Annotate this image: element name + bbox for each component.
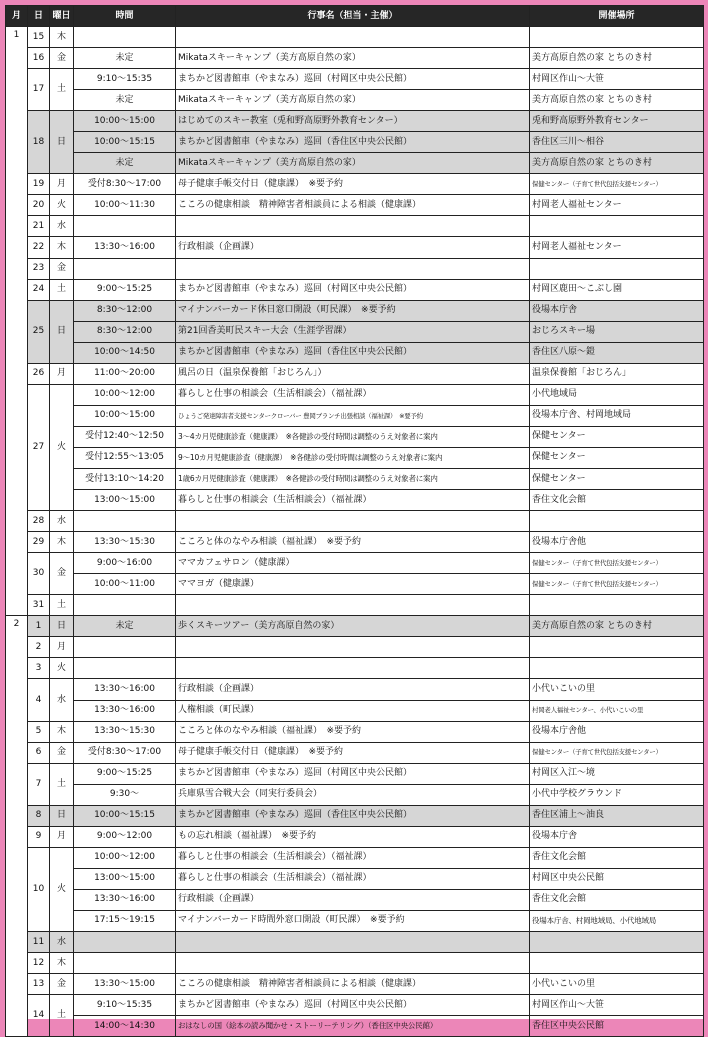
event-cell: はじめてのスキー教室（兎和野高原野外教育センター）: [176, 111, 530, 132]
time-cell: 14:00～14:30: [74, 1016, 176, 1037]
event-cell: ひょうご発達障害者支援センタークローバー 豊岡ブランチ出張相談（福祉課） ※要予約: [176, 405, 530, 426]
time-cell: 未定: [74, 153, 176, 174]
event-cell: こころと体のなやみ相談（福祉課） ※要予約: [176, 721, 530, 742]
month-cell: 1: [6, 27, 28, 616]
day-cell: 21: [28, 216, 50, 237]
weekday-cell: 日: [50, 616, 74, 637]
weekday-cell: 月: [50, 637, 74, 658]
time-cell: 9:00～15:25: [74, 763, 176, 784]
venue-cell: 村岡区中央公民館: [530, 868, 704, 889]
time-cell: [74, 953, 176, 974]
time-cell: 10:00～14:50: [74, 342, 176, 363]
time-cell: 10:00～12:00: [74, 384, 176, 405]
table-row: [6, 405, 704, 426]
venue-cell: 美方高原自然の家 とちのき村: [530, 90, 704, 111]
day-cell: 31: [28, 595, 50, 616]
event-cell: [176, 658, 530, 679]
weekday-cell: 日: [50, 111, 74, 174]
event-cell: 行政相談（企画課）: [176, 237, 530, 258]
event-cell: [176, 637, 530, 658]
venue-cell: 小代中学校グラウンド: [530, 784, 704, 805]
venue-cell: 小代いこいの里: [530, 679, 704, 700]
event-cell: Mikataスキーキャンプ（美方高原自然の家）: [176, 48, 530, 69]
table-row: [6, 932, 704, 953]
day-cell: 29: [28, 532, 50, 553]
event-cell: [176, 216, 530, 237]
time-cell: 11:00～20:00: [74, 363, 176, 384]
time-cell: 13:30～15:30: [74, 532, 176, 553]
table-row: [6, 995, 704, 1016]
venue-cell: 兎和野高原野外教育センター: [530, 111, 704, 132]
weekday-cell: 金: [50, 258, 74, 279]
table-row: [6, 90, 704, 111]
table-row: [6, 742, 704, 763]
venue-cell: 役場本庁舎、村岡地域局、小代地域局: [530, 910, 704, 931]
time-cell: 17:15～19:15: [74, 910, 176, 931]
table-row: [6, 279, 704, 300]
venue-cell: 保健センター（子育て世代包括支援センター）: [530, 574, 704, 595]
venue-cell: [530, 932, 704, 953]
venue-cell: 役場本庁舎、村岡地域局: [530, 405, 704, 426]
event-cell: [176, 932, 530, 953]
table-row: [6, 616, 704, 637]
time-cell: 13:30～16:00: [74, 237, 176, 258]
table-row: [6, 826, 704, 847]
day-cell: 8: [28, 805, 50, 826]
table-row: [6, 216, 704, 237]
event-cell: 風呂の日（温泉保養館「おじろん」）: [176, 363, 530, 384]
header-month: 月: [6, 6, 28, 27]
time-cell: 9:00～12:00: [74, 826, 176, 847]
time-cell: 受付12:40～12:50: [74, 426, 176, 447]
event-schedule-table: [5, 5, 704, 1037]
venue-cell: 保健センター: [530, 447, 704, 468]
table-row: [6, 69, 704, 90]
time-cell: [74, 258, 176, 279]
table-row: [6, 300, 704, 321]
time-cell: 10:00～15:15: [74, 132, 176, 153]
venue-cell: 役場本庁舎他: [530, 721, 704, 742]
venue-cell: おじろスキー場: [530, 321, 704, 342]
event-cell: 暮らしと仕事の相談会（生活相談会）（福祉課）: [176, 847, 530, 868]
table-row: [6, 342, 704, 363]
day-cell: 4: [28, 679, 50, 721]
venue-cell: 役場本庁舎他: [530, 532, 704, 553]
weekday-cell: 木: [50, 721, 74, 742]
day-cell: 13: [28, 974, 50, 995]
venue-cell: 香住区中央公民館: [530, 1016, 704, 1037]
weekday-cell: 木: [50, 953, 74, 974]
venue-cell: [530, 595, 704, 616]
day-cell: 5: [28, 721, 50, 742]
table-row: [6, 974, 704, 995]
weekday-cell: 水: [50, 216, 74, 237]
schedule-body: [6, 27, 704, 1037]
table-row: [6, 595, 704, 616]
weekday-cell: 日: [50, 805, 74, 826]
event-cell: マイナンバーカード時間外窓口開設（町民課） ※要予約: [176, 910, 530, 931]
table-row: [6, 679, 704, 700]
time-cell: 受付13:10～14:20: [74, 468, 176, 489]
header-day: 日: [28, 6, 50, 27]
event-cell: 第21回香美町民スキー大会（生涯学習課）: [176, 321, 530, 342]
event-cell: まちかど図書館車（やまなみ）巡回（香住区中央公民館）: [176, 342, 530, 363]
venue-cell: 香住文化会館: [530, 889, 704, 910]
table-row: [6, 574, 704, 595]
weekday-cell: 日: [50, 300, 74, 363]
event-cell: 行政相談（企画課）: [176, 679, 530, 700]
time-cell: 13:30～16:00: [74, 679, 176, 700]
weekday-cell: 水: [50, 932, 74, 953]
time-cell: 13:00～15:00: [74, 490, 176, 511]
table-row: [6, 910, 704, 931]
venue-cell: 役場本庁舎: [530, 300, 704, 321]
event-cell: [176, 258, 530, 279]
time-cell: [74, 595, 176, 616]
weekday-cell: 木: [50, 27, 74, 48]
venue-cell: 村岡老人福祉センター、小代いこいの里: [530, 700, 704, 721]
day-cell: 20: [28, 195, 50, 216]
event-cell: もの忘れ相談（福祉課） ※要予約: [176, 826, 530, 847]
day-cell: 15: [28, 27, 50, 48]
day-cell: 16: [28, 48, 50, 69]
weekday-cell: 土: [50, 595, 74, 616]
table-row: [6, 27, 704, 48]
table-row: [6, 532, 704, 553]
table-row: [6, 847, 704, 868]
table-row: [6, 132, 704, 153]
table-row: [6, 721, 704, 742]
event-cell: 人権相談（町民課）: [176, 700, 530, 721]
weekday-cell: 火: [50, 195, 74, 216]
venue-cell: 美方高原自然の家 とちのき村: [530, 153, 704, 174]
venue-cell: [530, 511, 704, 532]
table-row: [6, 953, 704, 974]
time-cell: 9:30～: [74, 784, 176, 805]
event-cell: おはなしの国（絵本の読み聞かせ・ストーリーテリング）（香住区中央公民館）: [176, 1016, 530, 1037]
event-cell: 歩くスキーツアー（美方高原自然の家）: [176, 616, 530, 637]
time-cell: 受付12:55～13:05: [74, 447, 176, 468]
venue-cell: 保健センター（子育て世代包括支援センター）: [530, 553, 704, 574]
event-cell: こころの健康相談 精神障害者相談員による相談（健康課）: [176, 195, 530, 216]
day-cell: 14: [28, 995, 50, 1037]
day-cell: 7: [28, 763, 50, 805]
table-row: [6, 868, 704, 889]
weekday-cell: 火: [50, 384, 74, 510]
event-cell: 1歳6カ月児健康診査（健康課） ※各健診の受付時間は調整のうえ対象者に案内: [176, 468, 530, 489]
event-cell: 暮らしと仕事の相談会（生活相談会）（福祉課）: [176, 868, 530, 889]
table-row: [6, 511, 704, 532]
table-row: [6, 237, 704, 258]
event-cell: 3～4カ月児健康診査（健康課） ※各健診の受付時間は調整のうえ対象者に案内: [176, 426, 530, 447]
table-row: [6, 553, 704, 574]
time-cell: 13:30～15:30: [74, 721, 176, 742]
event-cell: Mikataスキーキャンプ（美方高原自然の家）: [176, 90, 530, 111]
weekday-cell: 月: [50, 363, 74, 384]
time-cell: [74, 511, 176, 532]
event-cell: まちかど図書館車（やまなみ）巡回（香住区中央公民館）: [176, 805, 530, 826]
table-row: [6, 700, 704, 721]
event-cell: 行政相談（企画課）: [176, 889, 530, 910]
venue-cell: 保健センター（子育て世代包括支援センター）: [530, 174, 704, 195]
event-cell: [176, 27, 530, 48]
venue-cell: 村岡区入江～境: [530, 763, 704, 784]
event-cell: [176, 511, 530, 532]
time-cell: [74, 27, 176, 48]
header-time: 時間: [74, 6, 176, 27]
venue-cell: [530, 953, 704, 974]
weekday-cell: 金: [50, 553, 74, 595]
venue-cell: 村岡区作山～大笹: [530, 995, 704, 1016]
time-cell: 10:00～11:30: [74, 195, 176, 216]
venue-cell: 村岡区作山～大笹: [530, 69, 704, 90]
table-row: [6, 490, 704, 511]
day-cell: 12: [28, 953, 50, 974]
weekday-cell: 火: [50, 658, 74, 679]
day-cell: 11: [28, 932, 50, 953]
day-cell: 27: [28, 384, 50, 510]
event-cell: まちかど図書館車（やまなみ）巡回（村岡区中央公民館）: [176, 279, 530, 300]
venue-cell: [530, 27, 704, 48]
event-cell: ママヨガ（健康課）: [176, 574, 530, 595]
day-cell: 24: [28, 279, 50, 300]
table-row: [6, 658, 704, 679]
event-cell: まちかど図書館車（やまなみ）巡回（香住区中央公民館）: [176, 132, 530, 153]
day-cell: 23: [28, 258, 50, 279]
venue-cell: 美方高原自然の家 とちのき村: [530, 616, 704, 637]
table-row: [6, 1016, 704, 1037]
event-cell: 9～10カ月児健康診査（健康課） ※各健診の受付時間は調整のうえ対象者に案内: [176, 447, 530, 468]
day-cell: 18: [28, 111, 50, 174]
time-cell: 13:30～16:00: [74, 889, 176, 910]
time-cell: 未定: [74, 90, 176, 111]
event-cell: [176, 595, 530, 616]
header-row: [6, 6, 704, 27]
time-cell: 8:30～12:00: [74, 321, 176, 342]
weekday-cell: 土: [50, 279, 74, 300]
table-row: [6, 363, 704, 384]
weekday-cell: 月: [50, 174, 74, 195]
day-cell: 22: [28, 237, 50, 258]
weekday-cell: 木: [50, 532, 74, 553]
event-cell: [176, 953, 530, 974]
header-venue: 開催場所: [530, 6, 704, 27]
table-row: [6, 763, 704, 784]
table-row: [6, 258, 704, 279]
venue-cell: 役場本庁舎: [530, 826, 704, 847]
venue-cell: 美方高原自然の家 とちのき村: [530, 48, 704, 69]
table-row: [6, 174, 704, 195]
table-row: [6, 426, 704, 447]
event-cell: まちかど図書館車（やまなみ）巡回（村岡区中央公民館）: [176, 995, 530, 1016]
day-cell: 2: [28, 637, 50, 658]
time-cell: 10:00～12:00: [74, 847, 176, 868]
day-cell: 1: [28, 616, 50, 637]
day-cell: 17: [28, 69, 50, 111]
table-row: [6, 784, 704, 805]
day-cell: 28: [28, 511, 50, 532]
event-cell: 暮らしと仕事の相談会（生活相談会）（福祉課）: [176, 490, 530, 511]
weekday-cell: 土: [50, 995, 74, 1037]
event-cell: Mikataスキーキャンプ（美方高原自然の家）: [176, 153, 530, 174]
event-cell: こころと体のなやみ相談（福祉課） ※要予約: [176, 532, 530, 553]
time-cell: 10:00～15:15: [74, 805, 176, 826]
table-row: [6, 468, 704, 489]
event-cell: 母子健康手帳交付日（健康課） ※要予約: [176, 742, 530, 763]
day-cell: 10: [28, 847, 50, 931]
venue-cell: 保健センター: [530, 468, 704, 489]
time-cell: 未定: [74, 616, 176, 637]
time-cell: 受付8:30～17:00: [74, 742, 176, 763]
venue-cell: [530, 658, 704, 679]
venue-cell: 村岡区鹿田～こぶし園: [530, 279, 704, 300]
venue-cell: 小代地域局: [530, 384, 704, 405]
time-cell: 9:10～15:35: [74, 995, 176, 1016]
table-row: [6, 447, 704, 468]
time-cell: 10:00～11:00: [74, 574, 176, 595]
venue-cell: [530, 637, 704, 658]
table-row: [6, 321, 704, 342]
day-cell: 19: [28, 174, 50, 195]
event-cell: 暮らしと仕事の相談会（生活相談会）（福祉課）: [176, 384, 530, 405]
time-cell: 未定: [74, 48, 176, 69]
time-cell: [74, 216, 176, 237]
event-cell: マイナンバーカード休日窓口開設（町民課） ※要予約: [176, 300, 530, 321]
event-cell: まちかど図書館車（やまなみ）巡回（村岡区中央公民館）: [176, 763, 530, 784]
time-cell: 10:00～15:00: [74, 111, 176, 132]
weekday-cell: 金: [50, 974, 74, 995]
venue-cell: [530, 258, 704, 279]
day-cell: 25: [28, 300, 50, 363]
header-weekday: 曜日: [50, 6, 74, 27]
day-cell: 26: [28, 363, 50, 384]
day-cell: 6: [28, 742, 50, 763]
venue-cell: 村岡老人福祉センター: [530, 237, 704, 258]
event-cell: 兵庫県雪合戦大会（同実行委員会）: [176, 784, 530, 805]
time-cell: 受付8:30～17:00: [74, 174, 176, 195]
weekday-cell: 金: [50, 742, 74, 763]
time-cell: [74, 637, 176, 658]
table-row: [6, 637, 704, 658]
venue-cell: 村岡老人福祉センター: [530, 195, 704, 216]
table-row: [6, 384, 704, 405]
venue-cell: 香住区浦上～油良: [530, 805, 704, 826]
event-cell: 母子健康手帳交付日（健康課） ※要予約: [176, 174, 530, 195]
time-cell: [74, 932, 176, 953]
weekday-cell: 木: [50, 237, 74, 258]
time-cell: 13:00～15:00: [74, 868, 176, 889]
table-row: [6, 153, 704, 174]
event-cell: ママカフェサロン（健康課）: [176, 553, 530, 574]
month-cell: 2: [6, 616, 28, 1037]
time-cell: [74, 658, 176, 679]
venue-cell: 保健センター（子育て世代包括支援センター）: [530, 742, 704, 763]
day-cell: 30: [28, 553, 50, 595]
table-row: [6, 805, 704, 826]
weekday-cell: 月: [50, 826, 74, 847]
table-row: [6, 889, 704, 910]
time-cell: 10:00～15:00: [74, 405, 176, 426]
table-row: [6, 48, 704, 69]
venue-cell: 温泉保養館「おじろん」: [530, 363, 704, 384]
weekday-cell: 金: [50, 48, 74, 69]
weekday-cell: 火: [50, 847, 74, 931]
event-cell: まちかど図書館車（やまなみ）巡回（村岡区中央公民館）: [176, 69, 530, 90]
venue-cell: 香住区三川～相谷: [530, 132, 704, 153]
weekday-cell: 土: [50, 763, 74, 805]
venue-cell: 香住区八原～鎧: [530, 342, 704, 363]
weekday-cell: 土: [50, 69, 74, 111]
day-cell: 9: [28, 826, 50, 847]
time-cell: 13:30～16:00: [74, 700, 176, 721]
event-cell: こころの健康相談 精神障害者相談員による相談（健康課）: [176, 974, 530, 995]
venue-cell: 小代いこいの里: [530, 974, 704, 995]
weekday-cell: 水: [50, 679, 74, 721]
venue-cell: 香住文化会館: [530, 490, 704, 511]
header-event: 行事名（担当・主催）: [176, 6, 530, 27]
day-cell: 3: [28, 658, 50, 679]
table-row: [6, 111, 704, 132]
time-cell: 9:00～16:00: [74, 553, 176, 574]
time-cell: 8:30～12:00: [74, 300, 176, 321]
table-row: [6, 195, 704, 216]
weekday-cell: 水: [50, 511, 74, 532]
venue-cell: 保健センター: [530, 426, 704, 447]
schedule-page: [5, 5, 703, 1031]
venue-cell: 香住文化会館: [530, 847, 704, 868]
time-cell: 9:00～15:25: [74, 279, 176, 300]
venue-cell: [530, 216, 704, 237]
time-cell: 9:10～15:35: [74, 69, 176, 90]
time-cell: 13:30～15:00: [74, 974, 176, 995]
